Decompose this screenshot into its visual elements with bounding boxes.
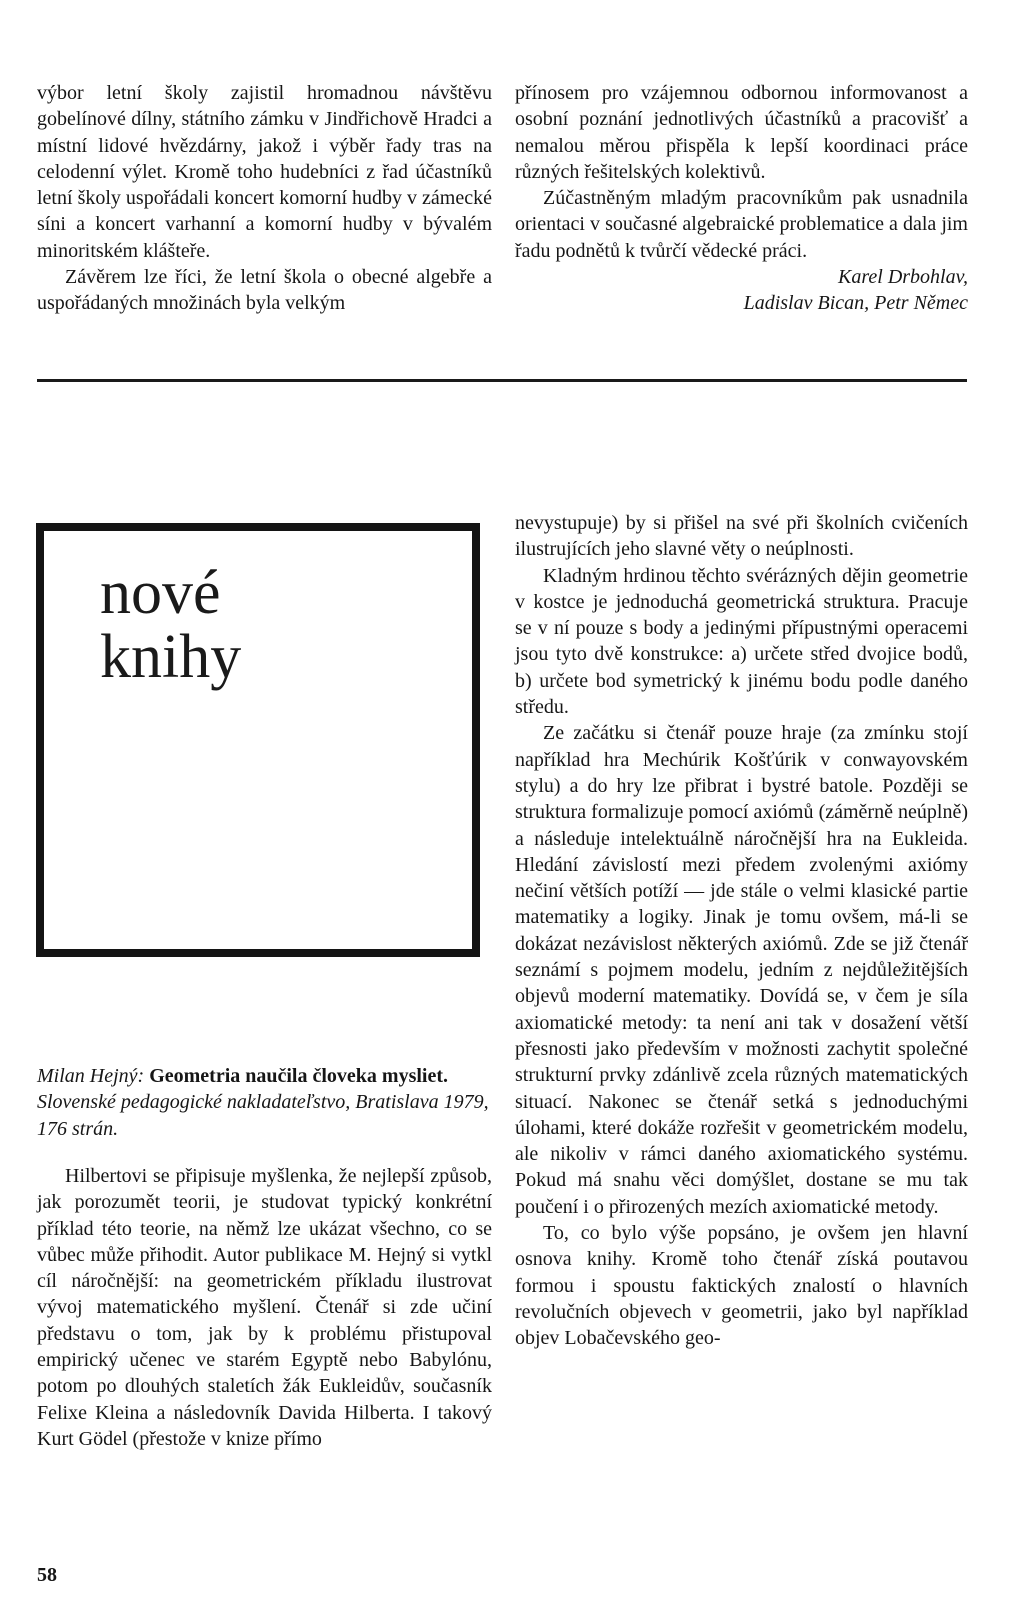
paragraph: nevystupuje) by si přišel na své při školních cvičeních ilustrujících jeho slavné věty o neúplnosti. [515,512,968,561]
book-publisher: Slovenské pedagogické nakladateľstvo, Bratislava 1979, 176 strán. [37,1091,489,1140]
previous-article-right-column [515,80,968,317]
signature-line: Ladislav Bican, Petr Němec [743,292,968,315]
book-title: Geometria naučila človeka mysliet. [149,1065,449,1087]
section-heading-box [36,523,480,957]
section-divider [37,379,967,382]
paragraph: Hilbertovi se připisuje myšlenka, že nejlepší způsob, jak porozumět teorii, je studovat typický konkrétní příklad této teorie, na němž lze ukázat všechno, co se vůbec může přihodit. Autor publikace M. Hejný si vytkl cíl náročnější: na geometrickém příkladu ilustrovat vývoj matematického myšlení. Čtenář si zde učiní představu o tom, jak by k problému přistupoval empirický učenec ve starém Egyptě nebo Babylónu, potom po dlouhých staletích žák Eukleidův, současník Felixe Kleina a následovník Davida Hilberta. I takový Kurt Gödel (přestože v knize přímo [37,1165,492,1450]
signature-line: Karel Drbohlav, [838,266,968,289]
book-citation [37,1063,492,1142]
paragraph: přínosem pro vzájemnou odbornou informovanost a osobní poznání jednotlivých účastníků a pracovišť a nemalou měrou přispěla k lepší koordinaci práce různých řešitelských kolektivů. [515,82,968,183]
paragraph: Zúčastněným mladým pracovníkům pak usnadnila orientaci v současné algebraické problematice a dala jim řadu podnětů k tvůrčí vědecké práci. [515,187,968,262]
paragraph: výbor letní školy zajistil hromadnou návštěvu gobelínové dílny, státního zámku v Jindřichově Hradci a místní lidové hvězdárny, jakož i výběr řady tras na celodenní výlet. Kromě toho hudebníci z řad účastníků letní školy uspořádali koncert komorní hudby v zámecké síni a koncert varhanní a komorní hudby v bývalém minoritském klášteře. [37,82,492,262]
paragraph: Závěrem lze říci, že letní škola o obecné algebře a uspořádaných množinách byla velkým [37,266,492,315]
page-number: 58 [37,1564,57,1586]
review-right-column [515,510,968,1352]
section-title [100,561,241,689]
book-author: Milan Hejný: [37,1065,145,1087]
paragraph: Ze začátku si čtenář pouze hraje (za zmínku stojí například hra Mechúrik Košťúrik v conwayovském stylu) a do hry lze přibrat i bystré batole. Později se struktura formalizuje pomocí axiómů (záměrně neúplně) a následuje intelektuálně náročnější hra na Eukleida. Hledání závislostí mezi předem zvolenými axiómy nečiní větších potíží — jde stále o velmi klasické partie matematiky a logiky. Jinak je tomu ovšem, má-li se dokázat nezávislost některých axiómů. Zde se již čtenář seznámí s pojmem modelu, jedním z nejdůležitějších objevů moderní matematiky. Dovídá se, v čem je síla axiomatické metody: ta není ani tak v dosažení větší přesnosti jako především v možnosti zachytit společné strukturní prvky zdánlivě zcela různých matematických situací. Nakonec se čtenář setká s jednoduchými úlohami, které dokáže rozřešit v geometrickém modelu, ale nikoliv v rámci daného axiomatického systému. Pokud má snahu věci domýšlet, dostane se mu tak poučení i o přirozených mezích axiomatické metody. [515,722,968,1218]
review-left-column [37,1163,492,1452]
paragraph: Kladným hrdinou těchto svérázných dějin geometrie v kostce je jednoduchá geometrická struktura. Pracuje se v ní pouze s body a jedinými přípustnými operacemi jsou tyto dvě konstrukce: a) určete střed dvojice bodů, b) určete bod symetrický k jinému bodu podle daného středu. [515,564,968,719]
signature [515,264,968,317]
section-title-line: knihy [100,623,242,691]
section-title-line: nové [100,559,221,627]
previous-article-left-column [37,80,492,317]
paragraph: To, co bylo výše popsáno, je ovšem jen hlavní osnova knihy. Kromě toho čtenář získá poutavou formou i spoustu faktických znalostí o hlavních revolučních objevech v geometrii, jako byl například objev Lobačevského geo- [515,1222,968,1350]
